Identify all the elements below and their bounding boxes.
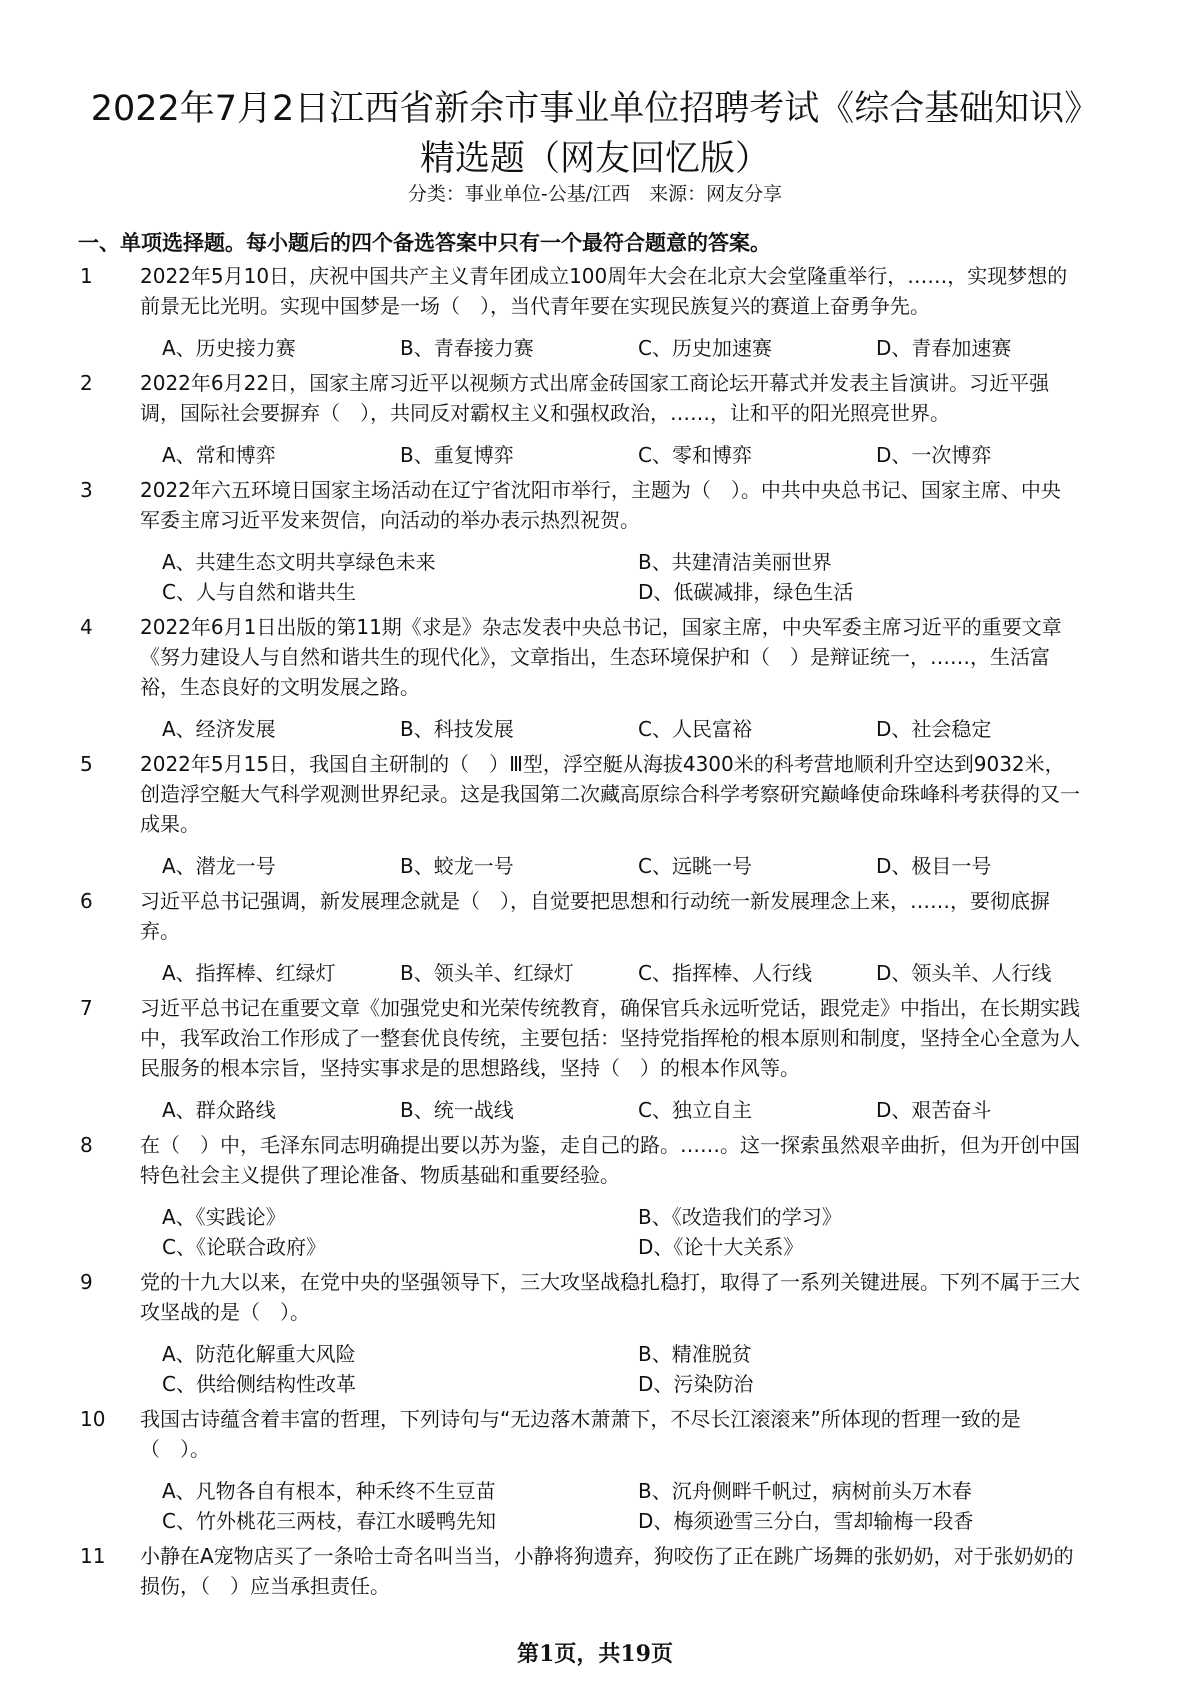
answer-option: A、《实践论》 <box>162 1205 286 1229</box>
answer-options <box>162 839 1122 883</box>
question-text: 党的十九大以来，在党中央的坚强领导下，三大攻坚战稳扎稳打，取得了一系列关键进展。下列不属于三大攻坚战的是（ ）。 <box>140 1270 1080 1324</box>
answer-option: D、《论十大关系》 <box>638 1235 804 1259</box>
answer-option: C、零和博弈 <box>638 443 752 467</box>
answer-option: D、一次博弈 <box>876 443 992 467</box>
answer-option: D、社会稳定 <box>876 717 992 741</box>
answer-option: D、领头羊、人行线 <box>876 961 1052 985</box>
document-title <box>40 84 1150 184</box>
answer-options <box>162 1464 1122 1538</box>
answer-option: A、常和博弈 <box>162 443 276 467</box>
answer-option: D、梅须逊雪三分白，雪却输梅一段香 <box>638 1509 974 1533</box>
question-item <box>0 883 1190 990</box>
answer-option: B、青春接力赛 <box>400 336 534 360</box>
question-text: 2022年5月15日，我国自主研制的（ ）Ⅲ型，浮空艇从海拔4300米的科考营地顺利升空达到9032米，创造浮空艇大气科学观测世界纪录。这是我国第二次藏高原综合科学考察研究巅峰使命珠峰科考获得的又一成果。 <box>140 752 1080 836</box>
answer-option: D、低碳减排，绿色生活 <box>638 580 854 604</box>
answer-option: C、远眺一号 <box>638 854 752 878</box>
question-text: 在（ ）中，毛泽东同志明确提出要以苏为鉴，走自己的路。……。这一探索虽然艰辛曲折，但为开创中国特色社会主义提供了理论准备、物质基础和重要经验。 <box>140 1133 1080 1187</box>
question-number: 6 <box>80 889 93 913</box>
answer-option: D、艰苦奋斗 <box>876 1098 992 1122</box>
answer-option: A、潜龙一号 <box>162 854 276 878</box>
answer-option: C、指挥棒、人行线 <box>638 961 812 985</box>
question-text: 小静在A宠物店买了一条哈士奇名叫当当，小静将狗遗弃，狗咬伤了正在跳广场舞的张奶奶，对于张奶奶的损伤，（ ）应当承担责任。 <box>140 1544 1074 1598</box>
question-item <box>0 258 1190 365</box>
answer-options <box>162 535 1122 609</box>
question-item <box>0 1401 1190 1538</box>
answer-option: B、共建清洁美丽世界 <box>638 550 832 574</box>
answer-option: C、人民富裕 <box>638 717 752 741</box>
answer-option: D、青春加速赛 <box>876 336 1012 360</box>
answer-option: A、防范化解重大风险 <box>162 1342 356 1366</box>
question-text: 2022年5月10日，庆祝中国共产主义青年团成立100周年大会在北京大会堂隆重举行，……，实现梦想的前景无比光明。实现中国梦是一场（ ），当代青年要在实现民族复兴的赛道上奋勇争先。 <box>140 264 1068 318</box>
answer-option: C、竹外桃花三两枝，春江水暖鸭先知 <box>162 1509 496 1533</box>
question-item <box>0 746 1190 883</box>
question-number: 11 <box>80 1544 106 1568</box>
answer-option: C、《论联合政府》 <box>162 1235 326 1259</box>
answer-option: C、人与自然和谐共生 <box>162 580 356 604</box>
question-item <box>0 1538 1190 1601</box>
question-text: 2022年6月22日，国家主席习近平以视频方式出席金砖国家工商论坛开幕式并发表主旨演讲。习近平强调，国际社会要摒弃（ ），共同反对霸权主义和强权政治，……，让和平的阳光照亮世界。 <box>140 371 1050 425</box>
question-number: 5 <box>80 752 93 776</box>
answer-option: A、指挥棒、红绿灯 <box>162 961 336 985</box>
question-number: 7 <box>80 996 93 1020</box>
answer-options <box>162 1327 1122 1401</box>
answer-option: A、共建生态文明共享绿色未来 <box>162 550 436 574</box>
answer-option: B、沉舟侧畔千帆过，病树前头万木春 <box>638 1479 972 1503</box>
question-text: 2022年6月1日出版的第11期《求是》杂志发表中央总书记，国家主席，中央军委主席习近平的重要文章《努力建设人与自然和谐共生的现代化》，文章指出，生态环境保护和（ ）是辩证统一，……，生活富裕，生态良好的文明发展之路。 <box>140 615 1062 699</box>
answer-option: B、蛟龙一号 <box>400 854 514 878</box>
answer-option: C、供给侧结构性改革 <box>162 1372 356 1396</box>
title-line-1: 2022年7月2日江西省新余市事业单位招聘考试《综合基础知识》 <box>90 89 1100 129</box>
question-item <box>0 472 1190 609</box>
answer-option: A、经济发展 <box>162 717 276 741</box>
answer-option: C、独立自主 <box>638 1098 752 1122</box>
answer-option: B、《改造我们的学习》 <box>638 1205 842 1229</box>
answer-option: C、历史加速赛 <box>638 336 772 360</box>
section-heading: 一、单项选择题。每小题后的四个备选答案中只有一个最符合题意的答案。 <box>78 231 771 255</box>
question-text: 习近平总书记在重要文章《加强党史和光荣传统教育，确保官兵永远听党话，跟党走》中指出，在长期实践中，我军政治工作形成了一整套优良传统，主要包括：坚持党指挥枪的根本原则和制度，坚持全心全意为人民服务的根本宗旨，坚持实事求是的思想路线，坚持（ ）的根本作风等。 <box>140 996 1080 1080</box>
document-meta: 分类：事业单位-公基/江西 来源：网友分享 <box>407 183 783 205</box>
answer-options <box>162 1190 1122 1264</box>
answer-option: D、污染防治 <box>638 1372 754 1396</box>
question-text: 我国古诗蕴含着丰富的哲理，下列诗句与“无边落木萧萧下，不尽长江滚滚来”所体现的哲理一致的是（ ）。 <box>140 1407 1021 1461</box>
answer-option: B、科技发展 <box>400 717 514 741</box>
question-number: 9 <box>80 1270 93 1294</box>
question-number: 3 <box>80 478 93 502</box>
question-item <box>0 990 1190 1127</box>
question-text: 2022年六五环境日国家主场活动在辽宁省沈阳市举行，主题为（ ）。中共中央总书记、国家主席、中央军委主席习近平发来贺信，向活动的举办表示热烈祝贺。 <box>140 478 1061 532</box>
title-line-2: 精选题（网友回忆版） <box>419 139 770 179</box>
answer-option: B、重复博弈 <box>400 443 514 467</box>
question-item <box>0 1264 1190 1401</box>
answer-option: D、极目一号 <box>876 854 992 878</box>
question-number: 1 <box>80 264 93 288</box>
answer-option: A、凡物各自有根本，种禾终不生豆苗 <box>162 1479 496 1503</box>
answer-options <box>162 321 1122 365</box>
answer-option: A、历史接力赛 <box>162 336 296 360</box>
question-item <box>0 365 1190 472</box>
answer-options <box>162 702 1122 746</box>
question-text: 习近平总书记强调，新发展理念就是（ ），自觉要把思想和行动统一新发展理念上来，……，要彻底摒弃。 <box>140 889 1050 943</box>
answer-options <box>162 1083 1122 1127</box>
question-number: 8 <box>80 1133 93 1157</box>
question-item <box>0 1127 1190 1264</box>
answer-option: B、统一战线 <box>400 1098 514 1122</box>
question-list <box>0 258 1190 1601</box>
answer-option: B、精准脱贫 <box>638 1342 752 1366</box>
answer-options <box>162 428 1122 472</box>
question-number: 4 <box>80 615 93 639</box>
question-item <box>0 609 1190 746</box>
answer-options <box>162 946 1122 990</box>
answer-option: A、群众路线 <box>162 1098 276 1122</box>
answer-option: B、领头羊、红绿灯 <box>400 961 574 985</box>
question-number: 2 <box>80 371 93 395</box>
question-number: 10 <box>80 1407 106 1431</box>
page-footer: 第1页，共19页 <box>517 1641 673 1667</box>
